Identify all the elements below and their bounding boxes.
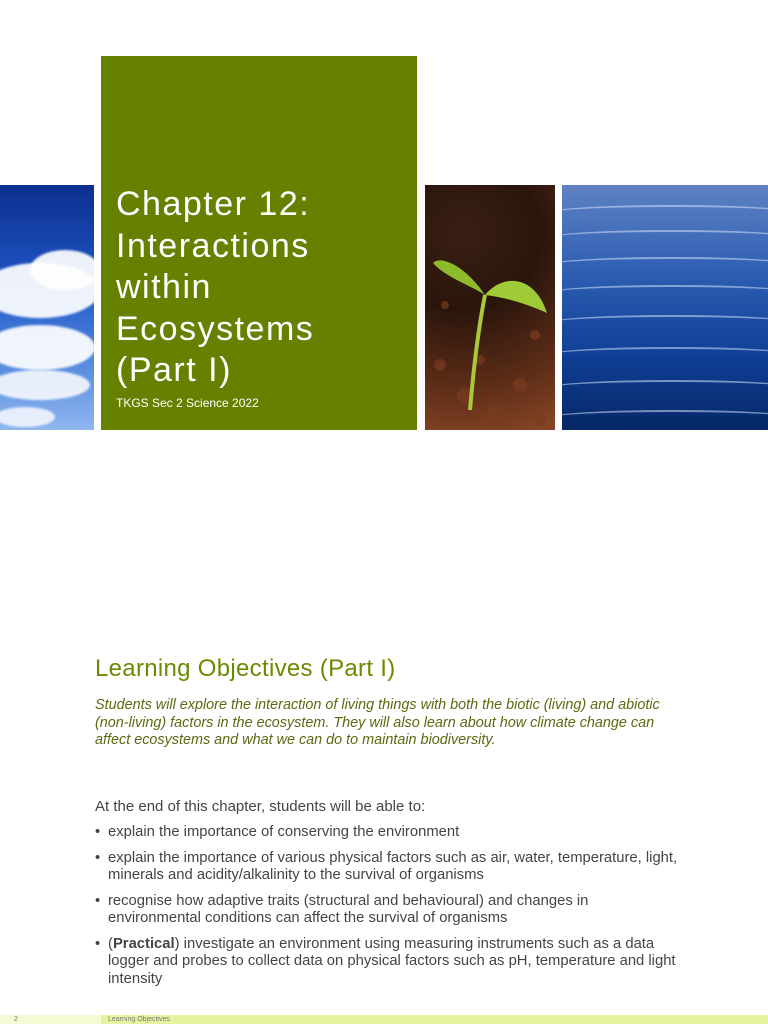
- objective-prefix: (: [108, 935, 113, 952]
- bullet-icon: •: [95, 892, 101, 909]
- bullet-icon: •: [95, 849, 101, 866]
- title-line: (Part I): [116, 351, 232, 389]
- footer-accent: [101, 1015, 768, 1024]
- list-item: [95, 936, 685, 989]
- bullet-icon: •: [95, 824, 101, 840]
- objectives-heading: Learning Objectives (Part I): [95, 655, 396, 682]
- bullet-icon: •: [95, 935, 101, 952]
- objectives-list: [95, 824, 685, 996]
- list-item: [95, 893, 685, 928]
- title-line: Ecosystems: [116, 309, 315, 348]
- list-item: [95, 824, 685, 842]
- footer-label: Learning Objectives: [108, 1016, 170, 1023]
- objective-text: recognise how adaptive traits (structural and behavioural) and changes in environmental conditions can affect the survival of organisms: [108, 892, 589, 926]
- title-line: within: [116, 268, 212, 306]
- objective-text: explain the importance of various physical factors such as air, water, temperature, light, minerals and acidity/alkalinity to the survival of organisms: [108, 849, 678, 883]
- list-item: [95, 850, 685, 885]
- chapter-title: [116, 184, 406, 392]
- title-line: Chapter 12:: [116, 185, 311, 223]
- practical-label: Practical: [112, 935, 175, 952]
- course-subtitle: TKGS Sec 2 Science 2022: [116, 396, 259, 410]
- objective-text: ) investigate an environment using measuring instruments such as a data logger and probes to collect data on physical factors such as pH, temperature and light intensity: [108, 935, 676, 987]
- objectives-lead: At the end of this chapter, students will be able to:: [95, 798, 426, 815]
- seedling-soil-photo: [425, 185, 555, 430]
- title-slide: [0, 0, 768, 500]
- objectives-intro: Students will explore the interaction of living things with both the biotic (living) and abiotic (non-living) factors in the ecosystem. They will also learn about how climate change can affect ecosystems and what we can do to maintain biodiversity.: [95, 697, 660, 748]
- title-line: Interactions: [116, 226, 310, 265]
- page-number: 2: [14, 1016, 18, 1023]
- water-ripples-photo: [562, 185, 768, 430]
- sky-clouds-photo: [0, 185, 94, 430]
- objective-text: explain the importance of conserving the environment: [108, 824, 460, 840]
